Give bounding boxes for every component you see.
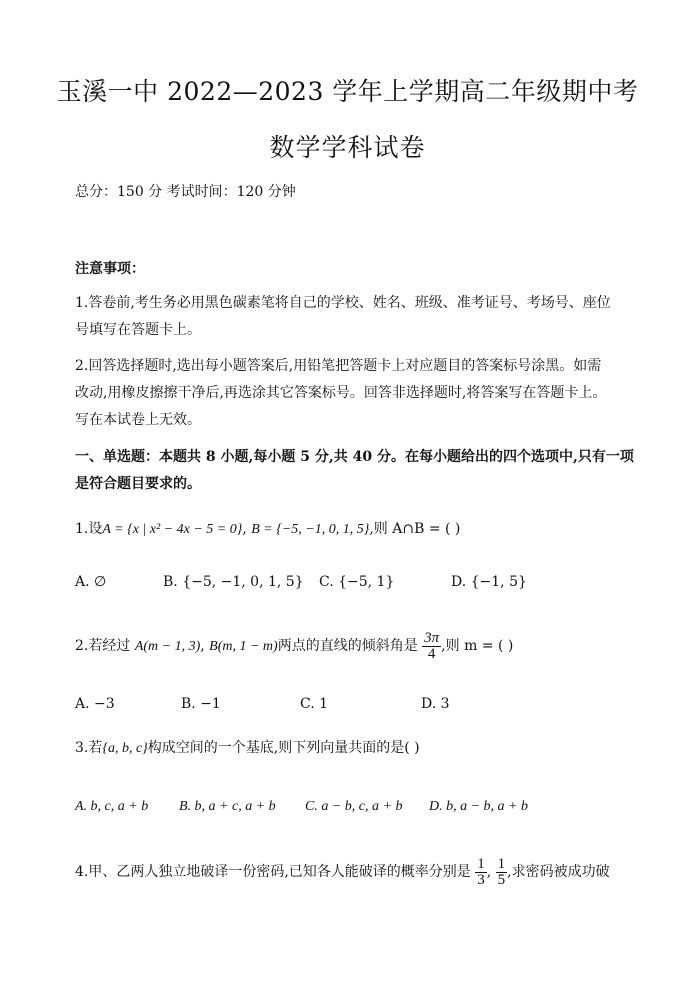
question-4-fraction-2-numerator: 1 bbox=[497, 855, 506, 872]
question-3-text: 构成空间的一个基底,则下列向量共面的是( ) bbox=[147, 740, 420, 756]
question-3-option-a-text: A. b, c, a + b bbox=[75, 799, 149, 814]
exam-title-line1: 玉溪一中 2022—2023 学年上学期高二年级期中考 bbox=[56, 77, 639, 106]
question-2: 2.若经过 A(m − 1, 3), B(m, 1 − m)两点的直线的倾斜角是 $\frac{3\pi}{4}$ ,则 m = ( ) bbox=[75, 629, 514, 662]
exam-title-line2: 数学学科试卷 bbox=[269, 133, 426, 162]
question-1-option-a: A. ∅ bbox=[75, 574, 107, 590]
notes-item-2-line3: 写在本试卷上无效。 bbox=[75, 412, 201, 428]
question-2-ask: ,则 m = ( ) bbox=[441, 638, 514, 654]
question-4-fraction-1 bbox=[475, 857, 487, 888]
question-2-option-a: A. −3 bbox=[75, 696, 115, 712]
question-2-option-b: B. −1 bbox=[181, 696, 221, 712]
question-2-option-c: C. 1 bbox=[300, 696, 329, 712]
question-1-option-d: D. {−1, 5} bbox=[451, 574, 527, 590]
question-3-option-b-text: B. b, a + c, a + b bbox=[179, 799, 276, 814]
question-4-fraction-2 bbox=[496, 857, 508, 888]
question-1-ask: ,则 A∩B = ( ) bbox=[369, 521, 461, 537]
question-2-point-a: A(m − 1, 3) bbox=[134, 639, 201, 654]
question-1-prefix: 1.设 bbox=[75, 521, 103, 537]
question-3-option-b bbox=[179, 792, 276, 821]
question-3-prefix: 3.若 bbox=[75, 740, 103, 756]
question-2-mid: 两点的直线的倾斜角是 bbox=[277, 638, 418, 654]
question-3-option-c bbox=[305, 792, 402, 821]
notes-item-1-line2: 号填写在答题卡上。 bbox=[75, 322, 201, 338]
question-2-prefix: 2.若经过 bbox=[75, 638, 131, 654]
question-4-fraction-1-denominator: 3 bbox=[477, 871, 485, 888]
question-2-fraction-numerator: 3π bbox=[424, 629, 440, 646]
exam-meta: 总分：150 分 考试时间：120 分钟 bbox=[75, 184, 296, 200]
notes-item-2-line2: 改动,用橡皮擦擦干净后,再选涂其它答案标号。回答非选择题时,将答案写在答题卡上。 bbox=[75, 385, 607, 401]
question-3-option-d-text: D. b, a − b, a + b bbox=[429, 799, 529, 814]
question-4-tail: ,求密码被成功破 bbox=[507, 864, 610, 880]
question-2-point-b: B(m, 1 − m) bbox=[209, 639, 278, 654]
question-1: 1.设A = {x | x² − 4x − 5 = 0}, B = {−5, −1, 0, 1, 5},则 A∩B = ( ) bbox=[75, 521, 461, 537]
question-3-option-a bbox=[75, 792, 148, 821]
question-1-set-b: B = {−5, −1, 0, 1, 5} bbox=[251, 522, 370, 537]
question-3-basis: {a, b, c} bbox=[102, 741, 148, 756]
notes-item-1-line1: 1.答卷前,考生务必用黑色碳素笔将自己的学校、姓名、班级、准考证号、考场号、座位 bbox=[75, 295, 611, 311]
section1-instructions-line1: 一、单选题：本题共 8 小题,每小题 5 分,共 40 分。在每小题给出的四个选项中,只有一项 bbox=[75, 449, 634, 465]
question-4-fraction-1-numerator: 1 bbox=[477, 855, 485, 872]
question-2-angle-fraction bbox=[422, 631, 441, 662]
question-2-option-d: D. 3 bbox=[421, 696, 450, 712]
question-2-fraction-denominator: 4 bbox=[427, 645, 436, 662]
question-3-option-c-text: C. a − b, c, a + b bbox=[305, 799, 403, 814]
section1-instructions-line2: 是符合题目要求的。 bbox=[75, 476, 201, 492]
notes-heading: 注意事项： bbox=[75, 261, 145, 277]
question-3 bbox=[75, 734, 420, 763]
question-1-option-c: C. {−5, 1} bbox=[319, 574, 395, 590]
question-4-fraction-2-denominator: 5 bbox=[497, 871, 506, 888]
question-4-text: 4.甲、乙两人独立地破译一份密码,已知各人能破译的概率分别是 bbox=[75, 864, 471, 880]
question-1-set-a: A = {x | x² − 4x − 5 = 0} bbox=[102, 522, 243, 537]
notes-item-2-line1: 2.回答选择题时,选出每小题答案后,用铅笔把答题卡上对应题目的答案标号涂黑。如需 bbox=[75, 358, 602, 374]
question-1-option-b: B. {−5, −1, 0, 1, 5} bbox=[163, 574, 304, 590]
question-3-option-d bbox=[429, 792, 528, 821]
question-4: 4.甲、乙两人独立地破译一份密码,已知各人能破译的概率分别是 $\frac{1}{3}$ , $\frac{1}{5}$ ,求密码被成功破 bbox=[75, 855, 610, 888]
